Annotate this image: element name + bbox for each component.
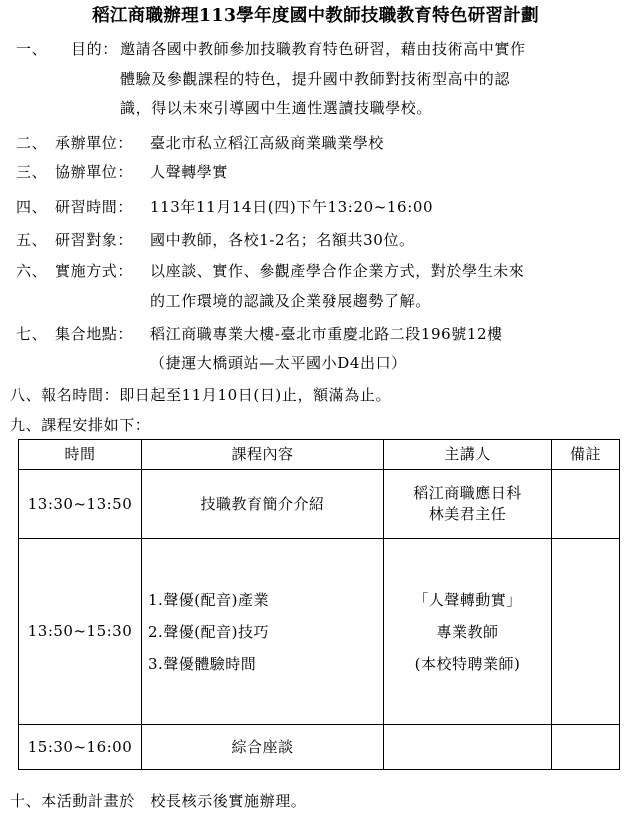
section-7-line-1: 稻江商職專業大樓-臺北市重慶北路二段196號12樓 [150, 325, 503, 343]
row-2-time: 13:50~15:30 [19, 539, 142, 725]
section-1-line-3: 識，得以未來引導國中生適性選讀技職學校。 [120, 99, 433, 117]
section-5-line-1: 國中教師，各校1-2名；名額共30位。 [150, 231, 415, 249]
section-6-label: 實施方式： [55, 262, 134, 280]
row-2-speaker-line-3: (本校特聘業師) [414, 654, 521, 673]
section-1-line-1: 邀請各國中教師參加技職教育特色研習，藉由技術高中實作 [120, 40, 526, 58]
header-time: 時間 [19, 440, 142, 470]
table-row [19, 539, 620, 725]
section-6-line-1: 以座談、實作、參觀產學合作企業方式，對於學生未來 [150, 262, 525, 280]
header-speaker: 主講人 [384, 440, 552, 470]
row-3-time: 15:30~16:00 [19, 725, 142, 770]
header-content: 課程內容 [142, 440, 384, 470]
footer-note: 十、本活動計畫於 校長核示後實施辦理。 [10, 792, 307, 810]
table-row [19, 725, 620, 770]
row-1-note [552, 470, 620, 539]
row-2-note [552, 539, 620, 725]
section-4-line-1: 113年11月14日(四)下午13:20~16:00 [150, 198, 434, 216]
section-3-label: 協辦單位： [55, 163, 134, 181]
row-2-speaker-line-2: 專業教師 [436, 622, 499, 641]
row-3-note [552, 725, 620, 770]
document-title: 稻江商職辦理113學年度國中教師技職教育特色研習計劃 [92, 6, 539, 26]
row-1-speaker [384, 470, 552, 539]
schedule-header-row [19, 440, 620, 470]
row-3-content: 綜合座談 [142, 725, 384, 770]
row-1-content: 技職教育簡介介紹 [142, 470, 384, 539]
schedule-table [18, 439, 620, 770]
section-3-number: 三、 [16, 163, 48, 181]
table-row [19, 470, 620, 539]
row-2-content-item-3: 3.聲優體驗時間 [148, 654, 257, 673]
row-2-content [142, 539, 384, 725]
section-7-number: 七、 [16, 325, 48, 343]
row-3-speaker [384, 725, 552, 770]
row-2-content-item-2: 2.聲優(配音)技巧 [148, 622, 270, 641]
section-5-number: 五、 [16, 231, 48, 249]
section-1-number: 一、 [16, 40, 48, 58]
row-2-speaker-line-1: 「人聲轉動實」 [413, 590, 522, 609]
section-7-label: 集合地點： [55, 325, 134, 343]
section-8-text: 八、報名時間：即日起至11月10日(日)止，額滿為止。 [10, 386, 392, 404]
row-1-speaker-line-2: 林美君主任 [428, 505, 507, 523]
section-2-label: 承辦單位： [55, 134, 134, 152]
section-3-line-1: 人聲轉學實 [150, 163, 229, 181]
section-1-line-2: 體驗及參觀課程的特色，提升國中教師對技術型高中的認 [120, 70, 511, 88]
row-2-content-item-1: 1.聲優(配音)產業 [148, 590, 270, 609]
section-1-label: 目的： [71, 40, 118, 58]
section-7-line-2: （捷運大橋頭站—太平國小D4出口） [150, 354, 407, 372]
section-6-number: 六、 [16, 262, 48, 280]
row-2-speaker [384, 539, 552, 725]
section-6-line-2: 的工作環境的認識及企業發展趨勢了解。 [150, 292, 431, 310]
header-note: 備註 [552, 440, 620, 470]
section-2-line-1: 臺北市私立稻江高級商業職業學校 [150, 134, 385, 152]
section-4-label: 研習時間： [55, 198, 134, 216]
section-2-number: 二、 [16, 134, 48, 152]
section-5-label: 研習對象： [55, 231, 134, 249]
section-4-number: 四、 [16, 198, 48, 216]
section-9-text: 九、課程安排如下： [10, 416, 151, 434]
row-1-time: 13:30~13:50 [19, 470, 142, 539]
row-1-speaker-line-1: 稻江商職應日科 [413, 484, 522, 502]
